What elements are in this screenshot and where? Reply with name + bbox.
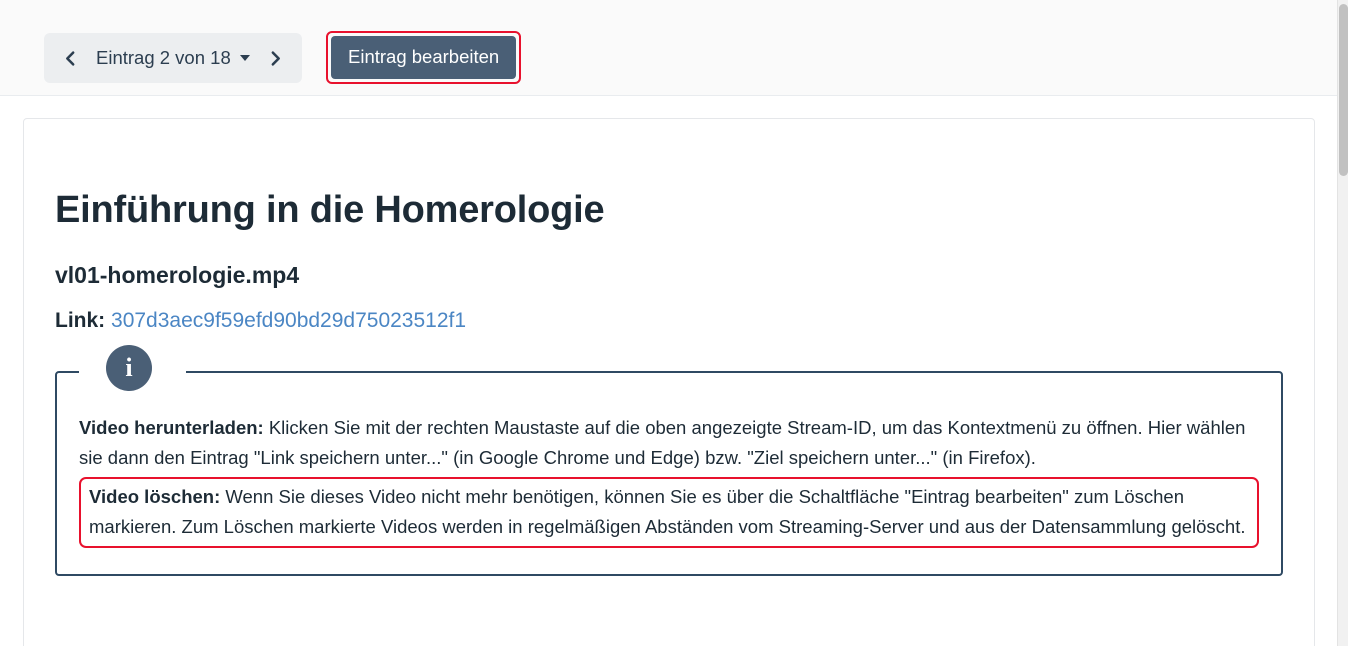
info-callout — [55, 353, 1283, 576]
previous-entry-button[interactable] — [50, 37, 90, 79]
entry-navigation-bar — [0, 0, 1337, 96]
stream-id-label: Link: — [55, 309, 106, 332]
callout-paragraph-download — [79, 413, 1259, 473]
chevron-left-icon — [62, 50, 79, 67]
edit-entry-button[interactable]: Eintrag bearbeiten — [331, 36, 516, 79]
callout-paragraph-delete — [79, 477, 1259, 548]
callout-text-delete: Wenn Sie dieses Video nicht mehr benötigen, können Sie es über die Schaltfläche "Eintrag bearbeiten" zum Löschen markieren. Zum Löschen markierte Videos werden in regelmäßigen Abständen vom Streaming-Server und aus der Datensammlung gelöscht. — [89, 485, 1246, 537]
stream-id-link[interactable]: 307d3aec9f59efd90bd29d75023512f1 — [111, 309, 467, 332]
stream-id-row — [55, 309, 1283, 333]
entry-detail-card — [23, 118, 1315, 646]
entry-counter-label: Eintrag 2 von 18 — [96, 47, 231, 68]
page-title: Einführung in die Homerologie — [55, 189, 605, 231]
info-icon: i — [106, 345, 152, 391]
callout-lead-delete: Video löschen: — [89, 485, 221, 507]
chevron-right-icon — [267, 50, 284, 67]
scrollbar-thumb[interactable] — [1339, 4, 1348, 176]
video-filename: vl01-homerologie.mp4 — [55, 262, 300, 288]
vertical-scrollbar[interactable] — [1337, 0, 1348, 646]
entry-counter-dropdown[interactable] — [90, 47, 256, 69]
callout-lead-download: Video herunterladen: — [79, 417, 264, 438]
edit-entry-highlight — [326, 31, 521, 84]
next-entry-button[interactable] — [256, 37, 296, 79]
callout-text-download: Klicken Sie mit der rechten Maustaste auf die oben angezeigte Stream-ID, um das Kontextmenü zu öffnen. Hier wählen sie dann den Eintrag "Link speichern unter..." (in Google Chrome und Edge) bzw. "Ziel speichern unter..." (in Firefox). — [79, 417, 1246, 468]
entry-nav-group — [44, 33, 302, 83]
caret-down-icon — [240, 55, 250, 61]
